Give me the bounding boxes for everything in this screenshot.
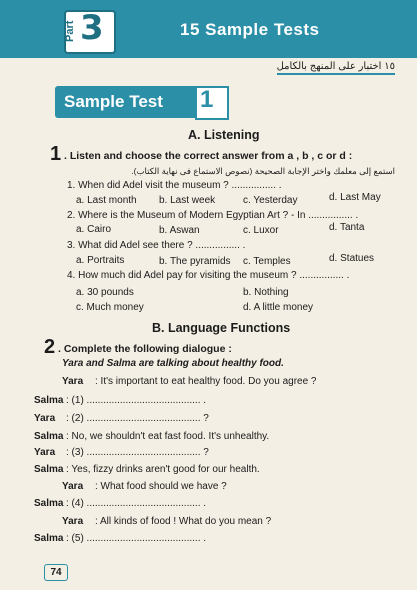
dialogue-speaker-6: Salma (34, 464, 64, 475)
listening-item-4-question: 4. How much did Adel pay for visiting the museum ? ................ . (67, 270, 350, 281)
listening-item-2-option-d: d. Tanta (329, 222, 365, 233)
listening-item-3-question: 3. What did Adel see there ? ................ . (67, 240, 246, 251)
sample-test-number: 1 (200, 86, 214, 113)
dialogue-line-10: : (5) ......................................... . (66, 533, 207, 544)
dialogue-line-8: : (4) ......................................... . (66, 498, 207, 509)
dialogue-speaker-4: Salma (34, 431, 64, 442)
dialogue-speaker-3: Yara (34, 413, 56, 424)
part-label: Part (64, 20, 76, 42)
listening-item-2-option-a: a. Cairo (76, 224, 112, 235)
part-number: 3 (80, 8, 104, 48)
listening-item-1-question: 1. When did Adel visit the museum ? ................ . (67, 180, 282, 191)
listening-item-3-option-a: a. Portraits (76, 255, 125, 266)
sample-test-label: Sample Test (64, 92, 163, 111)
dialogue-line-2: : (1) ......................................... . (66, 395, 207, 406)
listening-item-1-option-c: c. Yesterday (243, 195, 298, 206)
listening-item-4-option-c: c. Much money (76, 302, 144, 313)
listening-item-1-option-d: d. Last May (329, 192, 381, 203)
listening-item-1-option-a: a. Last month (76, 195, 137, 206)
listening-item-1-option-b: b. Last week (159, 195, 216, 206)
question-1-instruction-ar: استمع إلى معلمك واختر الإجابة الصحيحة (نصوص الاستماع فى نهاية الكتاب). (131, 166, 395, 176)
dialogue-speaker-8: Salma (34, 498, 64, 509)
dialogue-speaker-9: Yara (62, 516, 84, 527)
dialogue-speaker-2: Salma (34, 395, 64, 406)
listening-item-3-option-d: d. Statues (329, 253, 375, 264)
listening-item-4-option-a: a. 30 pounds (76, 287, 134, 298)
arabic-subtitle: ١٥ اختبار على المنهج بالكامل (277, 61, 395, 75)
header-title: 15 Sample Tests (180, 20, 320, 39)
dialogue-line-4: : No, we shouldn't eat fast food. It's unhealthy. (66, 431, 270, 442)
dialogue-speaker-7: Yara (62, 481, 84, 492)
dialogue-line-5: : (3) ......................................... ? (66, 447, 209, 458)
page-number: 74 (44, 564, 68, 581)
question-2-instruction: . Complete the following dialogue : (58, 343, 232, 355)
dialogue-line-7: : What food should we have ? (95, 481, 227, 492)
question-1-instruction: . Listen and choose the correct answer from a , b , c or d : (64, 150, 353, 162)
listening-item-2-question: 2. Where is the Museum of Modern Egyptian Art ? - In ................ . (67, 210, 359, 221)
question-1-number: 1 (50, 143, 62, 165)
listening-item-2-option-b: b. Aswan (159, 225, 200, 236)
dialogue-line-6: : Yes, fizzy drinks aren't good for our health. (66, 464, 260, 475)
listening-heading: A. Listening (188, 128, 260, 142)
dialogue-speaker-10: Salma (34, 533, 64, 544)
dialogue-context: Yara and Salma are talking about healthy food. (62, 358, 284, 369)
dialogue-line-1: : It's important to eat healthy food. Do you agree ? (95, 376, 317, 387)
dialogue-line-9: : All kinds of food ! What do you mean ? (95, 516, 272, 527)
listening-item-4-option-b: b. Nothing (243, 287, 289, 298)
listening-item-2-option-c: c. Luxor (243, 225, 279, 236)
listening-item-4-option-d: d. A little money (243, 302, 314, 313)
language-functions-heading: B. Language Functions (152, 321, 291, 335)
dialogue-speaker-1: Yara (62, 376, 84, 387)
question-2-number: 2 (44, 336, 56, 358)
listening-item-3-option-b: b. The pyramids (159, 256, 231, 267)
listening-item-3-option-c: c. Temples (243, 256, 291, 267)
dialogue-line-3: : (2) ......................................... ? (66, 413, 209, 424)
dialogue-speaker-5: Yara (34, 447, 56, 458)
